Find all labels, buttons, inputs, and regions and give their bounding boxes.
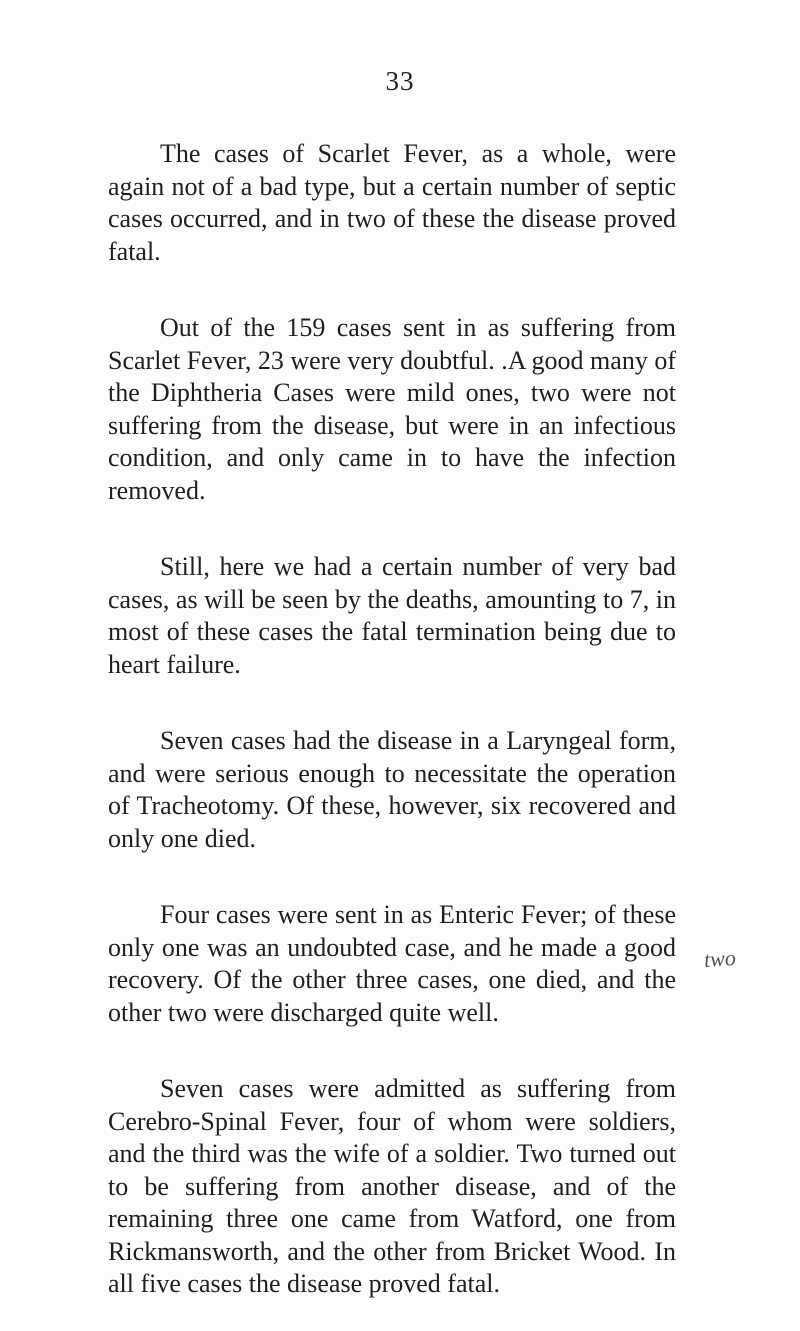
body-text (108, 138, 676, 1301)
paragraph-doubtful-cases: Out of the 159 cases sent in as suffering from Scarlet Fever, 23 were very doubtful. .A good many of the Diphtheria Cases were mild ones, two were not suffering from the disease, but were in an infectious condition, and only came in to have the infection removed. (108, 313, 676, 505)
page-number: 33 (385, 66, 415, 96)
paragraph-laryngeal: Seven cases had the disease in a Laryngeal form, and were serious enough to necessitate the operation of Tracheotomy. Of these, however, six recovered and only one died. (108, 726, 676, 853)
handwritten-margin-note: two (703, 944, 737, 973)
paragraph-scarlet-fever: The cases of Scarlet Fever, as a whole, were again not of a bad type, but a certain number of septic cases occurred, and in two of these the disease proved fatal. (108, 139, 676, 266)
paragraph-bad-cases: Still, here we had a certain number of very bad cases, as will be seen by the deaths, amounting to 7, in most of these cases the fatal termination being due to heart failure. (108, 552, 676, 679)
paragraph-enteric-fever: Four cases were sent in as Enteric Fever; of these only one was an undoubted case, and he made a good recovery. Of the other three cases, one died, and the other two were discharged quite well. (108, 900, 676, 1027)
paragraph-cerebro-spinal: Seven cases were admitted as suffering from Cerebro-Spinal Fever, four of whom were soldiers, and the third was the wife of a soldier. Two turned out to be suffering from another disease, and of the remaining three one came from Watford, one from Rickmansworth, and the other from Bricket Wood. In all five cases the disease proved fatal. (108, 1074, 676, 1298)
